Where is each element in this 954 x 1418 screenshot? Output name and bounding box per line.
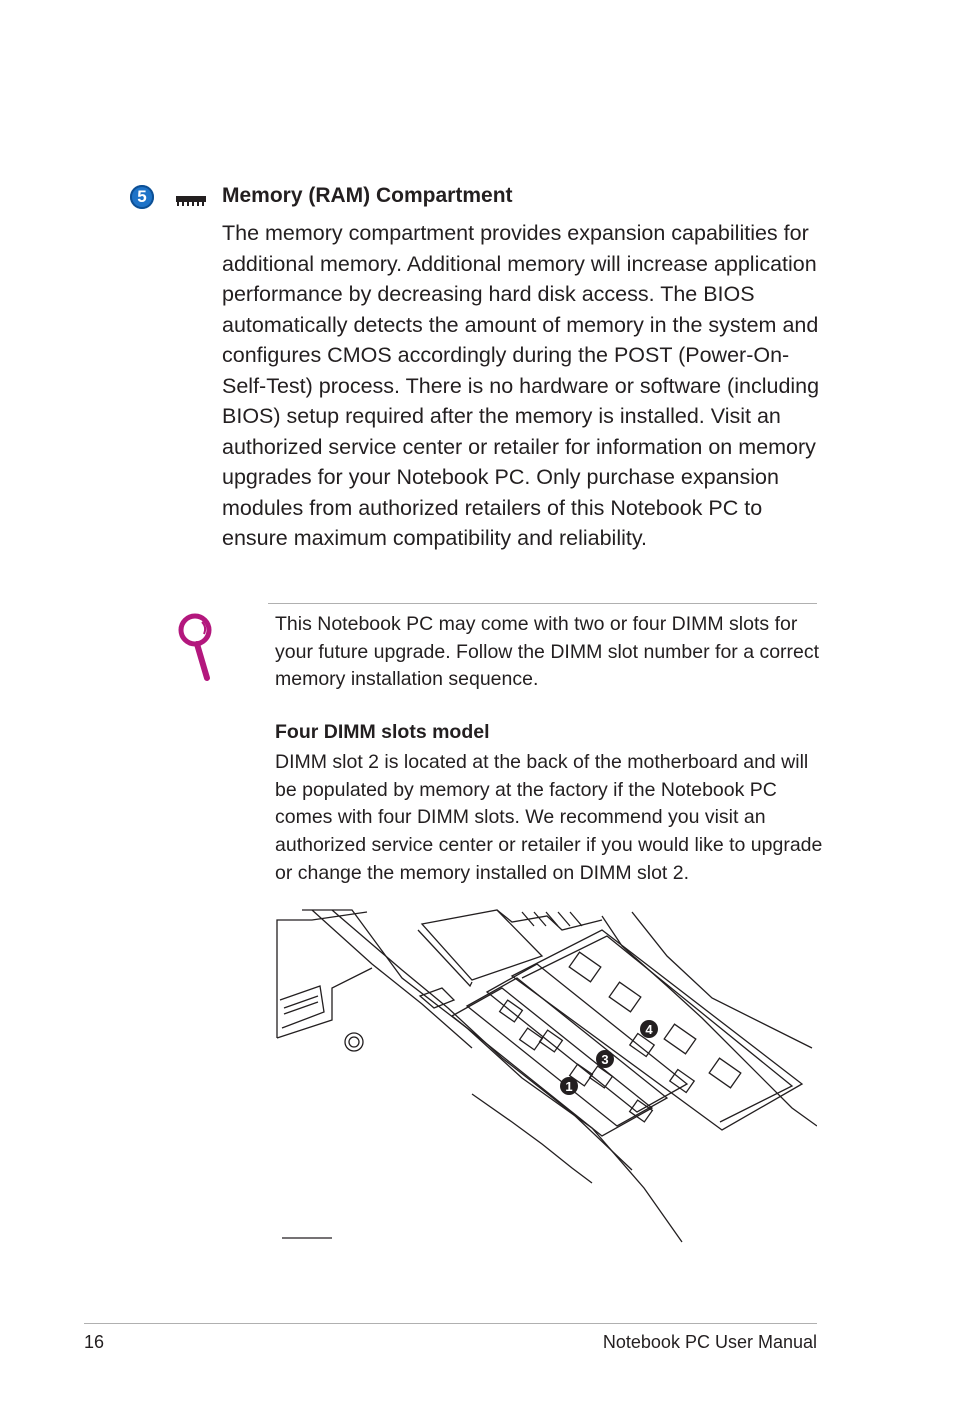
note-subheading: Four DIMM slots model: [275, 721, 490, 743]
slot-label-3-text: 3: [601, 1052, 609, 1067]
note-text: This Notebook PC may come with two or four DIMM slots for your future upgrade. Follow the DIMM slot number for a correct memory installation sequence.: [275, 613, 820, 690]
note-subtext: DIMM slot 2 is located at the back of the motherboard and will be populated by memory at the factory if the Notebook PC comes with four DIMM slots. We recommend you visit an authorized service center or retailer if you would like to upgrade or change the memory installed on DIMM slot 2.: [275, 751, 823, 884]
slot-label-1: [560, 1077, 578, 1095]
manual-title: Notebook PC User Manual: [602, 1332, 817, 1352]
note-divider: [268, 603, 817, 604]
slot-label-4-text: 4: [645, 1022, 653, 1037]
memory-module-icon: [175, 192, 207, 208]
page-number: 16: [84, 1332, 105, 1352]
slot-label-3: [596, 1050, 614, 1068]
section-body: The memory compartment provides expansion capabilities for additional memory. Additional memory will increase application performance by decreasing hard disk access. The BIOS automatically detects the amount of memory in the system and configures CMOS accordingly during the POST (Power-On-Self-Test) process. There is no hardware or software (including BIOS) setup required after the memory is installed. Visit an authorized service center or retailer for information on memory upgrades for your Notebook PC. Only purchase expansion modules from authorized retailers of this Notebook PC to ensure maximum compatibility and reliability.: [222, 221, 820, 550]
footer-divider: [84, 1323, 817, 1324]
section-title: Memory (RAM) Compartment: [222, 184, 513, 207]
dimm-slots-illustration: [272, 908, 817, 1244]
slot-label-1-text: 1: [565, 1079, 573, 1094]
slot-label-4: [640, 1020, 658, 1038]
item-number-badge: [130, 185, 154, 209]
item-number: 5: [137, 187, 147, 206]
magnifier-note-icon: [176, 612, 216, 682]
